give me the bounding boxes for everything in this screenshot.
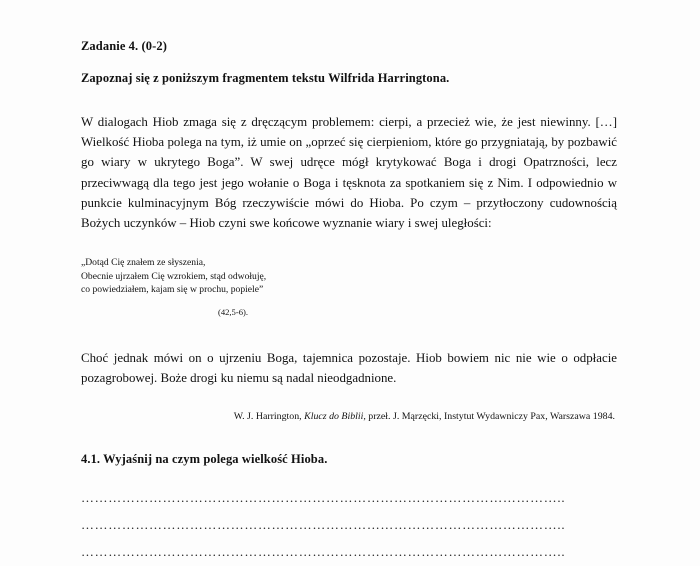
verse-quotation — [81, 256, 617, 319]
intro-paragraph: W dialogach Hiob zmaga się z dręczącym problemem: cierpi, a przecież wie, że jest niewinny. […] Wielkość Hioba polega na tym, iż umie on „oprzeć się cierpieniom, które go przygniatają, by pozbawić go wiary w ukrytego Boga”. W swej udręce mógł krytykować Boga i drogi Opatrzności, lecz przeciwwagą dla tego jest jego wołanie o Boga i tęsknota za spotkaniem się z Nim. I odpowiednio w punkcie kulminacyjnym Bóg rzeczywiście mówi do Hioba. Po czym – przytłoczony cudownością Bożych uczynków – Hiob czyni swe końcowe wyznanie wiary i swej uległości: — [81, 115, 617, 231]
quote-line-2: Obecnie ujrzałem Cię wzrokiem, stąd odwołuję, — [81, 270, 267, 282]
sub-question-4-1: 4.1. Wyjaśnij na czym polega wielkość Hioba. — [81, 452, 328, 466]
quote-line-1: „Dotąd Cię znałem ze słyszenia, — [81, 257, 206, 269]
answer-lines — [81, 485, 617, 566]
task-header: Zadanie 4. (0-2) — [81, 39, 167, 53]
closing-paragraph: Choć jednak mówi on o ujrzeniu Boga, tajemnica pozostaje. Hiob bowiem nic nie wie o odpłacie pozagrobowej. Boże drogi ku niemu są nadal nieodgadnione. — [81, 350, 617, 385]
source-attribution — [81, 410, 617, 423]
quote-citation: (42,5-6). — [217, 307, 249, 317]
attribution-author: W. J. Harrington, — [233, 411, 302, 422]
task-instruction: Zapoznaj się z poniższym fragmentem tekstu Wilfrida Harringtona. — [81, 70, 450, 85]
answer-line[interactable]: …………………………………………………………………………………………….. — [81, 490, 566, 505]
attribution-work-title: Klucz do Biblii — [304, 411, 364, 422]
answer-line[interactable]: …………………………………………………………………………………………….. — [81, 517, 566, 532]
document-page — [81, 0, 617, 566]
attribution-rest: , przeł. J. Mąrzęcki, Instytut Wydawniczy Pax, Warszawa 1984. — [363, 411, 615, 422]
answer-line[interactable]: …………………………………………………………………………………………….. — [81, 544, 566, 559]
quote-line-3: co powiedziałem, kajam się w prochu, popiele” — [81, 284, 264, 296]
